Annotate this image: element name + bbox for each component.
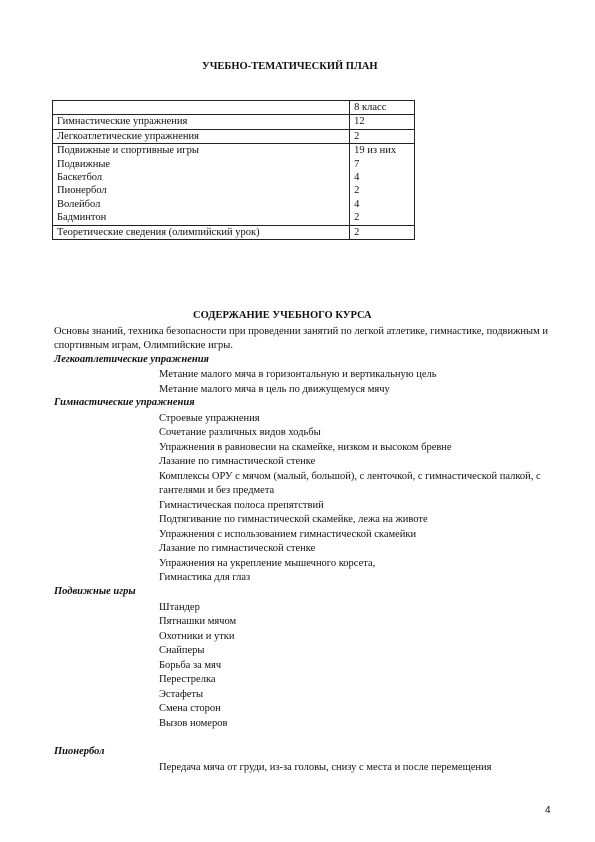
plan-title: УЧЕБНО-ТЕМАТИЧЕСКИЙ ПЛАН (202, 61, 378, 72)
table-cell-text: 2 (354, 185, 360, 197)
list-item: Эстафеты (159, 689, 204, 700)
content-title: СОДЕРЖАНИЕ УЧЕБНОГО КУРСА (193, 310, 372, 321)
table-cell: 12 (350, 115, 415, 129)
table-cell-text: 7 (354, 158, 360, 170)
section-heading: Подвижные игры (54, 586, 136, 597)
list-item: Упражнения на укрепление мышечного корсета, (159, 558, 376, 569)
list-item: Комплексы ОРУ с мячом (малый, большой), с ленточкой, с гимнастической палкой, с гантелями и без предмета (159, 471, 541, 497)
list-item: Пятнашки мячом (159, 616, 237, 627)
list-item: Передача мяча от груди, из-за головы, снизу с места и после перемещения (159, 762, 492, 773)
table-cell: Легкоатлетические упражнения (53, 129, 350, 143)
list-item: Охотники и утки (159, 631, 235, 642)
table-cell-text: Баскетбол (57, 172, 103, 184)
table-cell-text: 19 из них (354, 145, 397, 157)
table-cell-text: 2 (354, 212, 360, 224)
table-cell-text: Волейбол (57, 198, 101, 210)
section-heading: Гимнастические упражнения (54, 397, 195, 408)
page-number: 4 (545, 805, 551, 816)
table-cell: Теоретические сведения (олимпийский урок) (53, 225, 350, 239)
list-item: Упражнения в равновесии на скамейке, низком и высоком бревне (159, 442, 452, 453)
table-cell-text: Подвижные и спортивные игры (57, 145, 199, 157)
list-item: Вызов номеров (159, 718, 228, 729)
table-cell-text: 4 (354, 198, 360, 210)
table-cell-text: Подвижные (57, 158, 111, 170)
list-item: Гимнастическая полоса препятствий (159, 500, 324, 511)
table-cell-text: Пионербол (57, 185, 107, 197)
table-row (53, 144, 415, 225)
list-item: Упражнения с использованием гимнастической скамейки (159, 529, 417, 540)
table-cell-text: Бадминтон (57, 212, 107, 224)
table-cell: 2 (350, 225, 415, 239)
section-heading: Легкоатлетические упражнения (54, 354, 209, 365)
list-item: Перестрелка (159, 674, 216, 685)
list-item: Сочетание различных видов ходьбы (159, 427, 321, 438)
list-item: Метание малого мяча в цель по движущемуся мячу (159, 384, 390, 395)
list-item: Лазание по гимнастической стенке (159, 456, 316, 467)
intro-paragraph: Основы знаний, техника безопасности при проведении занятий по легкой атлетике, гимнастике, подвижным и спортивным играм, Олимпийские игры. (54, 326, 548, 352)
list-item: Снайперы (159, 645, 205, 656)
plan-table (52, 100, 415, 240)
list-item: Гимнастика для глаз (159, 572, 251, 583)
table-cell: 8 класс (350, 101, 415, 115)
table-row (53, 129, 415, 143)
table-cell (53, 101, 350, 115)
section-heading: Пионербол (54, 746, 105, 757)
table-row (53, 225, 415, 239)
table-row (53, 101, 415, 115)
list-item: Метание малого мяча в горизонтальную и вертикальную цель (159, 369, 437, 380)
list-item: Штандер (159, 602, 200, 613)
table-cell (53, 144, 350, 225)
list-item: Смена сторон (159, 703, 221, 714)
list-item: Борьба за мяч (159, 660, 222, 671)
table-row (53, 115, 415, 129)
table-cell-text: 4 (354, 172, 360, 184)
list-item: Подтягивание по гимнастической скамейке, лежа на животе (159, 514, 428, 525)
list-item: Лазание по гимнастической стенке (159, 543, 316, 554)
table-cell: 2 (350, 129, 415, 143)
table-cell (350, 144, 415, 225)
list-item: Строевые упражнения (159, 413, 260, 424)
table-cell: Гимнастические упражнения (53, 115, 350, 129)
